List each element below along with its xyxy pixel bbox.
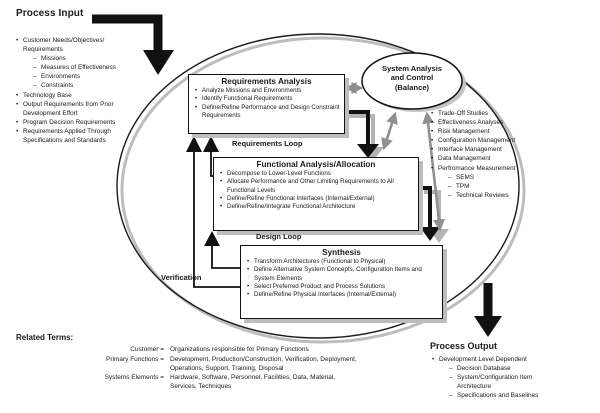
list-item [220, 170, 414, 178]
list-item-text: Define/Refine Functional Interfaces (Internal/External) [227, 194, 375, 202]
functional-analysis-box [213, 157, 419, 231]
list-item [33, 54, 144, 63]
bullet-marker: • [432, 356, 435, 363]
list-item [247, 283, 438, 291]
system-analysis-line3: (Balance) [394, 82, 430, 92]
bullet-marker: • [195, 103, 198, 111]
synthesis-bullets [241, 258, 442, 299]
list-item [449, 391, 567, 400]
box-title: Functional Analysis/Allocation [256, 160, 376, 169]
requirements-loop-label: Requirements Loop [232, 139, 303, 148]
list-item [16, 91, 144, 100]
list-item-text: Trade-Off Studies [438, 110, 489, 117]
list-item [432, 355, 567, 364]
related-term-definition: Development, Production/Construction, Verification, Deployment, Operations, Support, Training, Disposal [170, 355, 357, 372]
list-item-text: Environments [41, 73, 81, 81]
list-item [449, 373, 567, 391]
list-item-text: Configuration Management [438, 137, 516, 145]
list-item-text: Specifications and Baselines [457, 392, 539, 400]
list-item [16, 36, 144, 54]
related-term-name: Primary Functions = [106, 355, 164, 363]
bullet-marker: • [195, 95, 198, 103]
requirements-analysis-box [188, 74, 345, 134]
list-item-text: Risk Management [438, 128, 490, 136]
bullet-marker: • [247, 282, 250, 290]
bullet-marker: • [247, 266, 250, 274]
process-output-arrow [474, 283, 502, 337]
synthesis-box [240, 245, 443, 319]
bullet-marker: • [220, 170, 223, 177]
bullet-marker: • [220, 178, 223, 186]
list-item [33, 63, 144, 72]
list-item-text: Interface Management [438, 146, 502, 154]
dash-marker: – [448, 173, 452, 181]
list-item-text: Select Preferred Product and Process Solutions [254, 282, 386, 290]
related-term-definition: Organizations responsible for Primary Functions [170, 346, 309, 353]
bullet-marker: • [247, 258, 250, 265]
verification-label: Verification [161, 273, 202, 282]
list-item [220, 178, 414, 195]
list-item-text: Allocate Performance and Other Limiting Requirements to All Functional Levels [227, 178, 394, 194]
list-item-text: SEMS [456, 173, 475, 181]
list-item-text: Effectiveness Analyses [438, 119, 504, 127]
list-item-text: Identify Functional Requirements [202, 95, 293, 103]
list-item [33, 81, 144, 90]
bullet-marker: • [247, 291, 250, 299]
list-item-text: Define/Refine/Integrate Functional Architecture [227, 203, 356, 211]
control-activities-list [431, 109, 571, 200]
list-item-text: Program Decision Requirements [23, 118, 116, 126]
list-item-text: Decision Database [457, 365, 511, 373]
list-item [448, 173, 571, 182]
dash-marker: – [33, 82, 37, 90]
bullet-marker: • [431, 164, 434, 172]
system-analysis-line1: System Analysis [381, 64, 443, 73]
list-item [16, 127, 144, 145]
dash-marker: – [33, 55, 37, 63]
process-output-title: Process Output [430, 341, 498, 351]
list-item [16, 100, 144, 118]
bullet-marker: • [16, 118, 19, 126]
list-item-text: Data Management [438, 155, 491, 163]
list-item-text: Requirements Applied Through Specifications and Standards [23, 127, 111, 145]
dash-marker: – [449, 374, 453, 382]
list-item-text: Decompose to Lower-Level Functions [227, 170, 331, 177]
list-item [431, 118, 571, 127]
list-item [16, 118, 144, 127]
list-item-text: Define/Refine Physical Interfaces (Internal/External) [254, 291, 397, 299]
dash-marker: – [448, 191, 452, 199]
system-analysis-line2: and Control [390, 73, 434, 83]
list-item-text: Perfromance Measurement [438, 164, 516, 172]
list-item [449, 364, 567, 373]
bullet-marker: • [431, 155, 434, 163]
list-item-text: Technology Base [23, 91, 72, 99]
design-loop-arrow [204, 231, 241, 268]
bullet-marker: • [431, 119, 434, 127]
list-item [195, 95, 340, 103]
dash-marker: – [449, 365, 453, 373]
bullet-marker: • [16, 127, 19, 135]
box-title: Synthesis [322, 248, 361, 257]
list-item-text: Missions [41, 55, 66, 63]
box-title: Requirements Analysis [221, 77, 312, 86]
bullet-marker: • [431, 128, 434, 136]
list-item-text: Output Requirements from Prior Development Effort [23, 100, 114, 117]
list-item-text: Technical Reviews [456, 191, 509, 199]
bullet-marker: • [431, 137, 434, 145]
requirements-analysis-bullets [189, 87, 344, 120]
list-item-text: Constraints [41, 82, 74, 90]
list-item [431, 136, 571, 145]
list-item [431, 164, 571, 173]
list-item [448, 191, 571, 200]
bullet-marker: • [220, 194, 223, 202]
list-item-text: Define Alternative System Concepts, Configuration Items and System Elements [254, 266, 422, 282]
dash-marker: – [33, 64, 37, 72]
bullet-marker: • [431, 110, 434, 117]
list-item-text: Analyze Missions and Environments [202, 87, 302, 94]
list-item [431, 145, 571, 154]
process-output-list [432, 355, 567, 400]
related-terms-title: Related Terms: [16, 333, 74, 342]
list-item [247, 266, 438, 283]
bullet-marker: • [431, 146, 434, 154]
list-item-text: TPM [456, 182, 470, 190]
dash-marker: – [449, 392, 453, 400]
dash-marker: – [448, 182, 452, 190]
list-item [431, 109, 571, 118]
related-term-definition: Hardware, Software, Personnel, Facilities, Data, Material, Services, Techniques [170, 374, 336, 391]
list-item-text: Measures of Effectiveness [41, 64, 116, 72]
list-item [448, 182, 571, 191]
list-item [220, 195, 414, 203]
list-item [247, 258, 438, 266]
bullet-marker: • [195, 87, 198, 94]
bullet-marker: • [16, 91, 19, 99]
system-analysis-ellipse-label [362, 64, 462, 92]
design-loop-label: Design Loop [256, 232, 302, 241]
process-input-list [16, 36, 144, 145]
list-item-text: Customer Needs/Objectives/ Requirements [23, 37, 105, 54]
list-item [195, 104, 340, 121]
related-term-name: Customer = [130, 346, 164, 353]
list-item [220, 203, 414, 211]
balance-arrow-functional [384, 114, 395, 148]
list-item-text: Transform Architectures (Functional to Physical) [254, 258, 386, 265]
list-item-text: Development Level Dependent [439, 356, 527, 363]
bullet-marker: • [16, 100, 19, 108]
list-item-text: Define/Refine Performance and Design Constraint Requirements [202, 103, 340, 119]
list-item [431, 154, 571, 163]
list-item [247, 291, 438, 299]
dash-marker: – [33, 73, 37, 81]
bullet-marker: • [220, 203, 223, 211]
list-item [431, 127, 571, 136]
process-input-title: Process Input [16, 8, 84, 19]
list-item [195, 87, 340, 95]
related-term-name: Systems Elements = [104, 374, 164, 382]
list-item-text: System/Configuration Item Architecture [457, 374, 533, 391]
list-item [33, 72, 144, 81]
bullet-marker: • [16, 37, 19, 44]
functional-analysis-bullets [214, 170, 418, 211]
related-terms-table [16, 346, 376, 392]
